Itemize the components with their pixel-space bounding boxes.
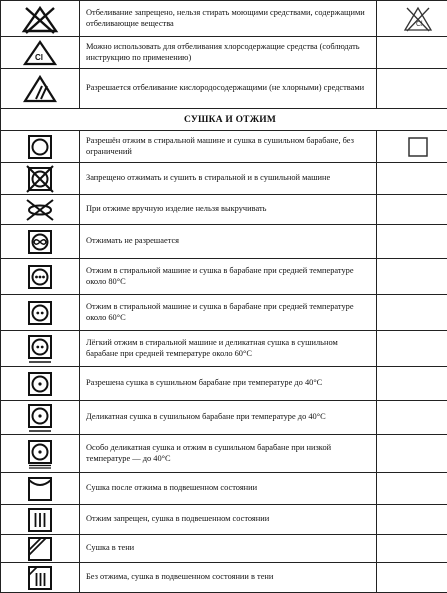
example-cell xyxy=(377,225,447,259)
drip-dry-icon xyxy=(27,507,53,533)
symbol-cell xyxy=(1,69,80,109)
table-row xyxy=(1,37,447,69)
description-cell: Отжимать не разрешается xyxy=(80,225,377,259)
no-spin-icon xyxy=(27,229,53,255)
description-cell: Сушка в тени xyxy=(80,535,377,563)
symbol-cell xyxy=(1,295,80,331)
example-cell xyxy=(377,535,447,563)
table-row xyxy=(1,473,447,505)
table-row xyxy=(1,367,447,401)
symbol-cell xyxy=(1,195,80,225)
tumble-dry-three-dots-icon xyxy=(27,264,53,290)
symbol-cell xyxy=(1,225,80,259)
delicate-tumble-two-dots-icon xyxy=(27,334,53,364)
table-row xyxy=(1,563,447,593)
description-cell: Отбеливание запрещено, нельзя стирать моющими средствами, содержащими отбеливающие вещества xyxy=(80,1,377,37)
description-cell: Запрещено отжимать и сушить в стиральной и в сушильной машине xyxy=(80,163,377,195)
description-cell: Сушка после отжима в подвешенном состоянии xyxy=(80,473,377,505)
example-cell xyxy=(377,131,447,163)
tumble-dry-two-dots-icon xyxy=(27,300,53,326)
example-cell xyxy=(377,435,447,473)
description-cell: Отжим в стиральной машине и сушка в барабане при средней температуре около 80°С xyxy=(80,259,377,295)
table-row xyxy=(1,259,447,295)
symbol-cell xyxy=(1,259,80,295)
description-cell: Лёгкий отжим в стиральной машине и деликатная сушка в сушильном барабане при средней температуре около 60°С xyxy=(80,331,377,367)
example-cell xyxy=(377,69,447,109)
no-spin-no-tumble-icon xyxy=(26,165,54,193)
chlorine-label: Cl xyxy=(35,53,43,62)
symbol-cell xyxy=(1,163,80,195)
description-cell: Разрешается отбеливание кислородосодержащими (не хлорными) средствами xyxy=(80,69,377,109)
tumble-dry-one-dot-icon xyxy=(27,371,53,397)
description-cell: Отжим в стиральной машине и сушка в барабане при средней температуре около 60°С xyxy=(80,295,377,331)
example-cell xyxy=(377,401,447,435)
description-cell: При отжиме вручную изделие нельзя выкручивать xyxy=(80,195,377,225)
no-wring-icon xyxy=(25,198,55,222)
symbol-cell xyxy=(1,401,80,435)
example-cell xyxy=(377,163,447,195)
no-bleach-icon xyxy=(20,4,60,34)
description-cell: Разрешён отжим в стиральной машине и сушка в сушильном барабане, без ограничений xyxy=(80,131,377,163)
sample-badge-text: Cl xyxy=(416,21,423,28)
description-cell: Деликатная сушка в сушильном барабане при температуре до 40°С xyxy=(80,401,377,435)
example-cell xyxy=(377,195,447,225)
table-row xyxy=(1,535,447,563)
description-cell: Отжим запрещен, сушка в подвешенном состоянии xyxy=(80,505,377,535)
symbol-cell xyxy=(1,505,80,535)
table-row xyxy=(1,435,447,473)
table-row xyxy=(1,295,447,331)
symbol-cell xyxy=(1,535,80,563)
dry-in-shade-icon xyxy=(27,536,53,562)
table-row xyxy=(1,109,447,131)
delicate-tumble-one-dot-icon xyxy=(27,403,53,433)
symbol-cell xyxy=(1,367,80,401)
square-sample-icon xyxy=(407,136,429,158)
table-row xyxy=(1,195,447,225)
example-cell xyxy=(377,37,447,69)
table-row xyxy=(1,163,447,195)
example-cell xyxy=(377,563,447,593)
description-cell: Можно использовать для отбеливания хлорсодержащие средства (соблюдать инструкцию по применению) xyxy=(80,37,377,69)
line-dry-icon xyxy=(27,476,53,502)
description-cell: Без отжима, сушка в подвешенном состоянии в тени xyxy=(80,563,377,593)
example-cell xyxy=(377,505,447,535)
symbol-cell xyxy=(1,435,80,473)
symbol-cell xyxy=(1,37,80,69)
description-cell: Особо деликатная сушка и отжим в сушильном барабане при низкой температуре — до 40°С xyxy=(80,435,377,473)
symbol-cell xyxy=(1,331,80,367)
table-row xyxy=(1,505,447,535)
symbol-cell xyxy=(1,473,80,505)
section-title: СУШКА И ОТЖИМ xyxy=(1,109,447,131)
table-row xyxy=(1,225,447,259)
table-row xyxy=(1,131,447,163)
symbol-cell xyxy=(1,131,80,163)
very-delicate-tumble-icon xyxy=(27,439,53,469)
description-cell: Разрешена сушка в сушильном барабане при температуре до 40°С xyxy=(80,367,377,401)
table-row xyxy=(1,69,447,109)
symbol-cell xyxy=(1,563,80,593)
symbol-cell xyxy=(1,1,80,37)
example-cell xyxy=(377,259,447,295)
table-row xyxy=(1,1,447,37)
no-bleach-sample-icon xyxy=(402,5,434,33)
example-cell xyxy=(377,295,447,331)
example-cell xyxy=(377,1,447,37)
chlorine-bleach-icon xyxy=(22,39,58,67)
oxygen-bleach-icon xyxy=(22,74,58,104)
drip-dry-shade-icon xyxy=(27,565,53,591)
table-row xyxy=(1,401,447,435)
tumble-dry-icon xyxy=(27,134,53,160)
example-cell xyxy=(377,367,447,401)
example-cell xyxy=(377,473,447,505)
table-row xyxy=(1,331,447,367)
example-cell xyxy=(377,331,447,367)
